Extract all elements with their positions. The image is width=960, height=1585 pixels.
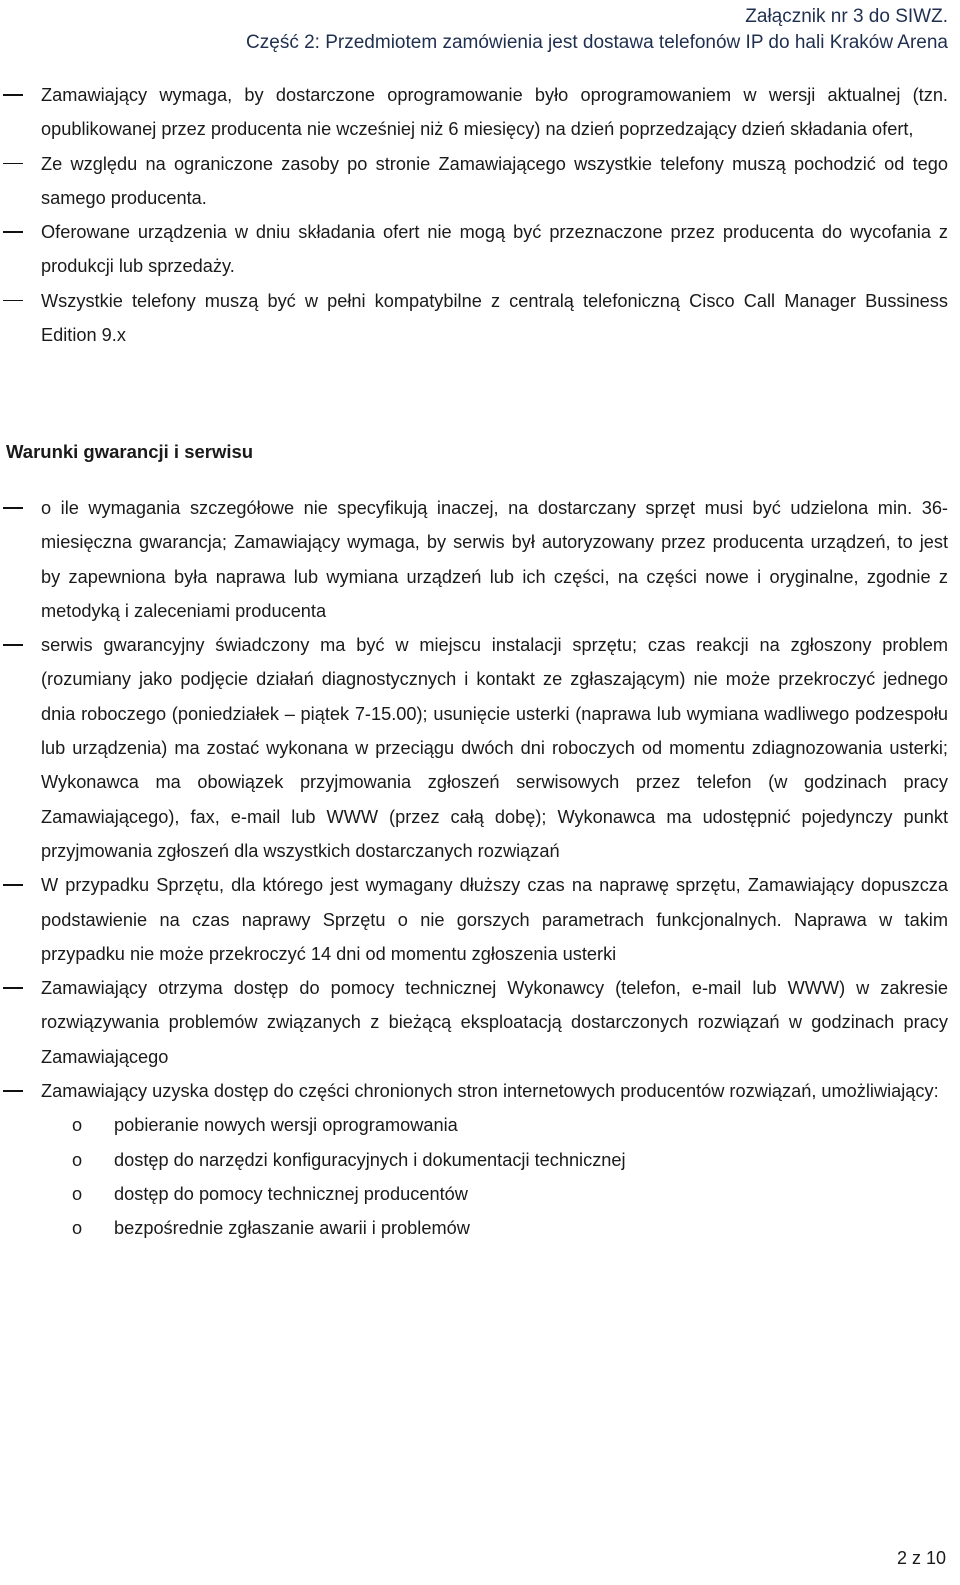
list-item: o ile wymagania szczegółowe nie specyfikują inaczej, na dostarczany sprzęt musi być udzielona min. 36-miesięczna gwarancja; Zamawiający wymaga, by serwis był autoryzowany przez producenta urządzeń, to jest by zapewniona była naprawa lub wymiana urządzeń lub ich części, na części nowe i oryginalne, zgodnie z metodyką i zaleceniami producenta xyxy=(0,491,960,628)
dash-bullet xyxy=(3,1090,23,1092)
sub-list-item: o dostęp do narzędzi konfiguracyjnych i dokumentacji technicznej xyxy=(0,1143,960,1177)
dash-bullet xyxy=(3,231,23,233)
list-item: serwis gwarancyjny świadczony ma być w miejscu instalacji sprzętu; czas reakcji na zgłoszony problem (rozumiany jako podjęcie działań diagnostycznych i kontakt ze zgłaszającym) nie może przekroczyć jednego dnia roboczego (poniedziałek – piątek 7-15.00); usunięcie usterki (naprawa lub wymiana wadliwego podzespołu lub urządzenia) ma zostać wykonana w przeciągu dwóch dni roboczych od momentu zdiagnozowania usterki; Wykonawca ma obowiązek przyjmowania zgłoszeń serwisowych przez telefon (w godzinach pracy Zamawiającego), fax, e-mail lub WWW (przez całą dobę); Wykonawca ma udostępnić pojedynczy punkt przyjmowania zgłoszeń dla wszystkich dostarczanych rozwiązań xyxy=(0,628,960,868)
circle-bullet: o xyxy=(72,1149,83,1170)
sub-list-item: o bezpośrednie zgłaszanie awarii i problemów xyxy=(0,1211,960,1245)
dash-bullet xyxy=(3,987,23,989)
page-number: 2 z 10 xyxy=(896,1548,946,1568)
page-header xyxy=(246,4,948,56)
dash-bullet xyxy=(3,163,23,165)
dash-bullet xyxy=(3,644,23,646)
header-part-title: Część 2: Przedmiotem zamówienia jest dostawa telefonów IP do hali Kraków Arena xyxy=(246,32,948,53)
dash-bullet xyxy=(3,507,23,509)
dash-bullet xyxy=(3,300,23,302)
circle-bullet: o xyxy=(72,1115,83,1136)
list-item: Zamawiający wymaga, by dostarczone oprogramowanie było oprogramowaniem w wersji aktualnej (tzn. opublikowanej przez producenta nie wcześniej niż 6 miesięcy) na dzień poprzedzający dzień składania ofert, xyxy=(0,78,960,147)
list-item: W przypadku Sprzętu, dla którego jest wymagany dłuższy czas na naprawę sprzętu, Zamawiający dopuszcza podstawienie na czas naprawy Sprzętu o nie gorszych parametrach funkcjonalnych. Naprawa w takim przypadku nie może przekroczyć 14 dni od momentu zgłoszenia usterki xyxy=(0,868,960,971)
dash-bullet xyxy=(3,94,23,96)
dash-bullet xyxy=(3,884,23,886)
list-item: Zamawiający uzyska dostęp do części chronionych stron internetowych producentów rozwiązań, umożliwiający: xyxy=(0,1074,960,1108)
sub-list-item: o pobieranie nowych wersji oprogramowania xyxy=(0,1108,960,1142)
circle-bullet: o xyxy=(72,1183,83,1204)
requirements-list xyxy=(0,78,960,352)
warranty-list xyxy=(0,491,960,1246)
list-item: Zamawiający otrzyma dostęp do pomocy technicznej Wykonawcy (telefon, e-mail lub WWW) w zakresie rozwiązywania problemów związanych z bieżącą eksploatacją dostarczonych rozwiązań w godzinach pracy Zamawiającego xyxy=(0,971,960,1074)
sub-list-item: o dostęp do pomocy technicznej producentów xyxy=(0,1177,960,1211)
header-annex-label: Załącznik nr 3 do SIWZ. xyxy=(745,6,948,27)
list-item: Ze względu na ograniczone zasoby po stronie Zamawiającego wszystkie telefony muszą pochodzić od tego samego producenta. xyxy=(0,147,960,216)
section-title: Warunki gwarancji i serwisu xyxy=(6,441,254,462)
list-item: Oferowane urządzenia w dniu składania ofert nie mogą być przeznaczone przez producenta do wycofania z produkcji lub sprzedaży. xyxy=(0,215,960,284)
circle-bullet: o xyxy=(72,1218,83,1239)
list-item: Wszystkie telefony muszą być w pełni kompatybilne z centralą telefoniczną Cisco Call Manager Bussiness Edition 9.x xyxy=(0,284,960,353)
